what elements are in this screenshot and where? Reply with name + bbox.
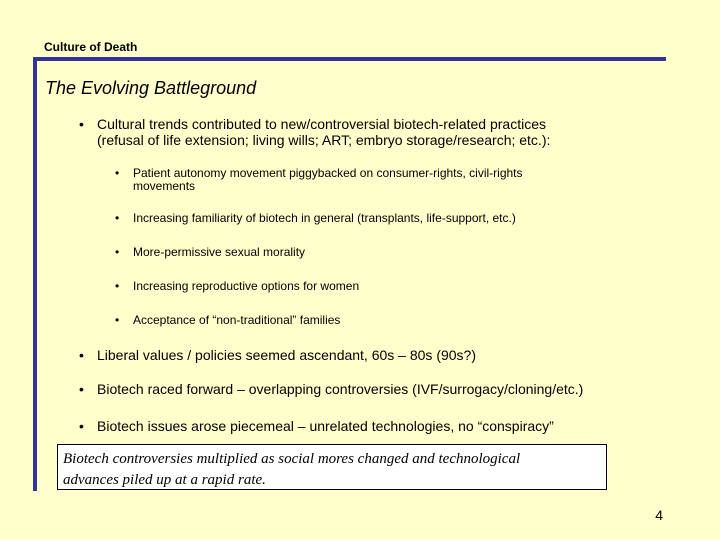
sub-bullet (115, 245, 306, 259)
sub-bullet (115, 279, 360, 293)
slide-header: Culture of Death (44, 40, 138, 54)
bullet (79, 418, 554, 434)
sub-bullet-line2: movements (133, 179, 196, 193)
main-bullet (79, 116, 551, 148)
bullet-dot: • (79, 347, 84, 363)
callout-line1: Biotech controversies multiplied as social mores changed and technological (63, 451, 521, 467)
bullet-dot: • (79, 381, 84, 397)
callout-line2: advances piled up at a rapid rate. (63, 472, 266, 488)
bullet-dot: • (115, 245, 120, 259)
bullet-text: Liberal values / policies seemed ascendant, 60s – 80s (90s?) (97, 347, 476, 363)
sub-bullet (115, 313, 341, 327)
bullet-dot: • (79, 418, 84, 434)
slide-title: The Evolving Battleground (45, 78, 257, 98)
sub-bullet-line1: Increasing reproductive options for women (133, 279, 360, 293)
bullet-dot: • (115, 313, 120, 327)
main-bullet-line2: (refusal of life extension; living wills; ART; embryo storage/research; etc.): (97, 132, 551, 148)
bullet-text: Biotech issues arose piecemeal – unrelated technologies, no “conspiracy” (97, 418, 554, 434)
bullet (79, 381, 584, 397)
sub-bullet-line1: Increasing familiarity of biotech in general (transplants, life-support, etc.) (133, 211, 516, 225)
top-rule (33, 57, 666, 61)
main-bullet-line1: Cultural trends contributed to new/controversial biotech-related practices (97, 116, 547, 132)
callout-box (57, 444, 607, 490)
bullet (79, 347, 476, 363)
page-number: 4 (655, 507, 663, 523)
left-rule (33, 57, 37, 491)
sub-bullet-line1: More-permissive sexual morality (133, 245, 306, 259)
bullet-dot: • (79, 116, 84, 132)
bullet-dot: • (115, 211, 120, 225)
sub-bullet-line1: Patient autonomy movement piggybacked on consumer-rights, civil-rights (133, 166, 523, 180)
sub-bullet (115, 166, 523, 193)
bullet-text: Biotech raced forward – overlapping controversies (IVF/surrogacy/cloning/etc.) (97, 381, 584, 397)
bullet-dot: • (115, 279, 120, 293)
sub-bullet (115, 211, 516, 225)
sub-bullet-line1: Acceptance of “non-traditional” families (133, 313, 341, 327)
bullet-dot: • (115, 166, 120, 180)
